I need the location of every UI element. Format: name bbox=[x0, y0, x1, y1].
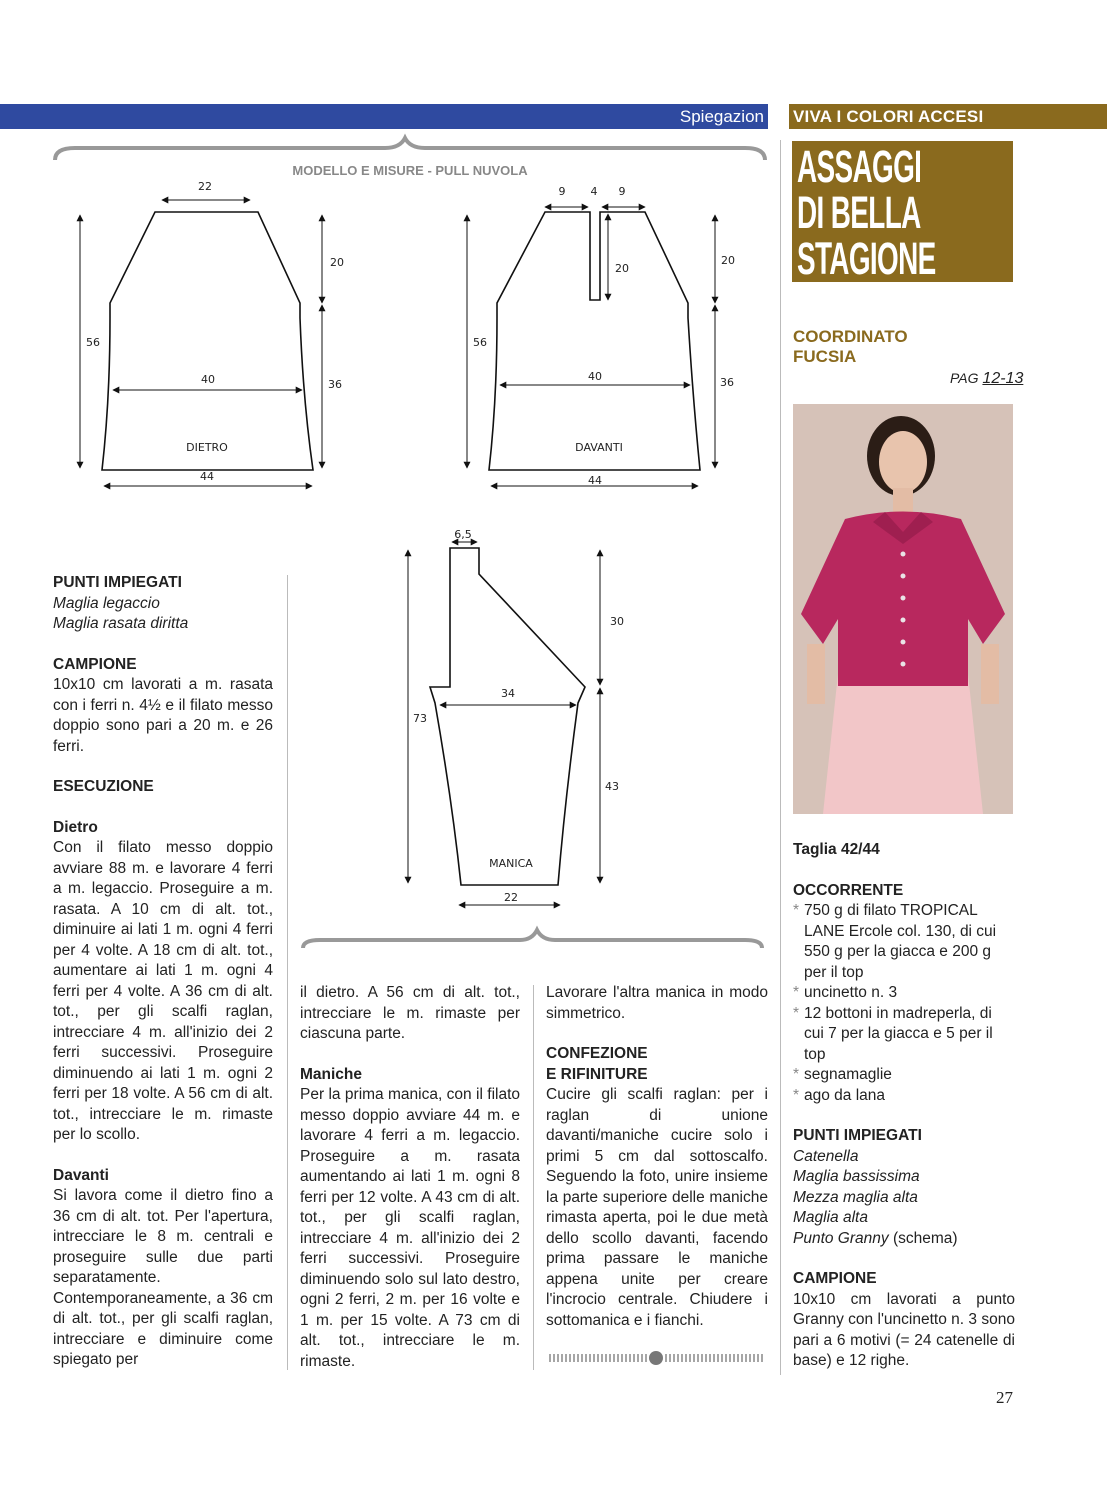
front-neck-left: 9 bbox=[558, 185, 566, 198]
title-line: DI BELLA bbox=[796, 187, 921, 238]
section-label: Spiegazion bbox=[679, 107, 764, 126]
back-bottom-width: 44 bbox=[200, 470, 214, 483]
subsection-heading: Maniche bbox=[300, 1065, 363, 1083]
sleeve-width: 34 bbox=[501, 687, 515, 700]
stitch-item: Maglia alta bbox=[793, 1209, 868, 1226]
subtitle-line: FUCSIA bbox=[793, 347, 857, 366]
subtitle-line: COORDINATO bbox=[793, 327, 908, 346]
list-item: * 12 bottoni in madreperla, di cui 7 per la giacca e 5 per il top bbox=[793, 1004, 1015, 1066]
sleeve-upper-height: 30 bbox=[610, 615, 624, 628]
back-total-height: 56 bbox=[86, 336, 100, 349]
section-heading: PUNTI IMPIEGATI bbox=[793, 1127, 922, 1144]
column-divider bbox=[533, 985, 534, 1370]
front-bottom-width: 44 bbox=[588, 474, 602, 487]
decorative-divider bbox=[548, 1350, 768, 1366]
text-column-3 bbox=[546, 983, 768, 1331]
paragraph: Lavorare l'altra manica in modo simmetrico. bbox=[546, 984, 768, 1022]
back-lower-height: 36 bbox=[328, 378, 342, 391]
back-mid-width: 40 bbox=[201, 373, 215, 386]
back-label: DIETRO bbox=[186, 441, 228, 454]
front-slit-length: 20 bbox=[615, 262, 629, 275]
subsection-heading: Davanti bbox=[53, 1166, 109, 1184]
section-heading: CONFEZIONE bbox=[546, 1045, 648, 1062]
section-heading: OCCORRENTE bbox=[793, 881, 904, 899]
paragraph: il dietro. A 56 cm di alt. tot., intrecciare le m. rimaste per ciascuna parte. bbox=[300, 984, 520, 1042]
paragraph: 10x10 cm lavorati a punto Granny con l'uncinetto n. 3 sono pari a 6 motivi (= 24 catenelle di base) e 12 righe. bbox=[793, 1290, 1015, 1369]
front-neck-center: 4 bbox=[590, 185, 598, 198]
section-heading: CAMPIONE bbox=[793, 1270, 877, 1287]
text-column-2 bbox=[300, 983, 520, 1372]
size-label: Taglia 42/44 bbox=[793, 841, 880, 858]
bracket-top bbox=[55, 138, 765, 160]
text-column-1 bbox=[53, 573, 273, 1371]
front-neck-right: 9 bbox=[618, 185, 626, 198]
front-upper-height: 20 bbox=[721, 254, 735, 267]
section-heading: PUNTI IMPIEGATI bbox=[53, 574, 182, 591]
sleeve-lower-height: 43 bbox=[605, 780, 619, 793]
page-number: 27 bbox=[996, 1388, 1013, 1407]
back-piece bbox=[102, 212, 313, 470]
paragraph: Con il filato messo doppio avviare 88 m. e lavorare 4 ferri a m. legaccio. Proseguire a m. rasata. A 10 cm di alt. tot., diminuire ai lati 1 m. ogni 4 ferri per 4 volte. A 18 cm di alt. tot., aumentare ai lati 1 m. ogni 4 ferri per 4 volte. A 36 cm di alt. tot., per gli scalfi raglan, intrecciare 4 m. all'inizio dei 2 ferri successivi. Proseguire diminuendo ai lati 1 m. ogni 2 ferri per 18 volte. A 56 cm di alt. tot., intrecciare le m. rimaste per lo scollo. bbox=[53, 839, 273, 1143]
sleeve-total-height: 73 bbox=[413, 712, 427, 725]
bracket-bottom bbox=[303, 930, 762, 948]
stitch-item: Mezza maglia alta bbox=[793, 1188, 918, 1206]
front-lower-height: 36 bbox=[720, 376, 734, 389]
page-ref-pages: 12-13 bbox=[982, 370, 1024, 387]
materials-list bbox=[793, 901, 1015, 1106]
back-top-width: 22 bbox=[198, 180, 212, 193]
list-item: * 750 g di filato TROPICAL LANE Ercole col. 130, di cui 550 g per la giacca e 200 g per il top bbox=[793, 901, 1015, 983]
diagram-header: MODELLO E MISURE - PULL NUVOLA bbox=[292, 163, 528, 178]
article-title bbox=[792, 141, 1013, 282]
front-label: DAVANTI bbox=[575, 441, 623, 454]
sleeve-top-width: 6,5 bbox=[454, 528, 472, 541]
text-column-4 bbox=[793, 840, 1015, 1372]
section-heading: E RIFINITURE bbox=[546, 1065, 648, 1083]
column-divider bbox=[287, 575, 288, 1370]
stitch-note: (schema) bbox=[888, 1229, 958, 1247]
front-piece bbox=[489, 212, 700, 470]
back-upper-height: 20 bbox=[330, 256, 344, 269]
title-line: STAGIONE bbox=[796, 233, 936, 284]
section-bar bbox=[0, 104, 768, 129]
front-mid-width: 40 bbox=[588, 370, 602, 383]
list-item: * ago da lana bbox=[793, 1086, 1015, 1107]
sleeve-bottom-width: 22 bbox=[504, 891, 518, 904]
model-photo bbox=[793, 404, 1013, 814]
list-item: * uncinetto n. 3 bbox=[793, 983, 1015, 1004]
sidebar-subtitle bbox=[793, 327, 908, 367]
stitch-item bbox=[793, 1229, 1015, 1250]
subsection-heading: Dietro bbox=[53, 818, 98, 836]
title-line: ASSAGGI bbox=[796, 141, 922, 192]
sleeve-label: MANICA bbox=[489, 857, 533, 870]
stitch-item: Catenella bbox=[793, 1147, 859, 1165]
stitch-item: Maglia bassissima bbox=[793, 1168, 920, 1185]
paragraph: Per la prima manica, con il filato messo doppio avviare 44 m. e lavorare 4 ferri a m. legaccio. Proseguire a m. rasata aumentando ai lati 1 m. ogni 8 ferri per 12 volte. A 43 cm di alt. tot., per gli scalfi raglan, intrecciare 4 m. all'inizio dei 2 ferri successivi. Proseguire diminuendo solo sul lato destro, ogni 2 ferri, 2 m. per 16 volte e 1 m. per 15 volte. A 73 cm di alt. tot., intrecciare le m. rimaste. bbox=[300, 1086, 520, 1370]
section-heading: CAMPIONE bbox=[53, 655, 137, 673]
front-total-height: 56 bbox=[473, 336, 487, 349]
stitch-item: Maglia rasata diritta bbox=[53, 615, 189, 632]
paragraph: Si lavora come il dietro fino a 36 cm di alt. tot. Per l'apertura, intrecciare le 8 m. centrali e proseguire sulle due parti separatamente. Contemporaneamente, a 36 cm di alt. tot., per gli scalfi raglan, intrecciare e diminuire come spiegato per bbox=[53, 1187, 273, 1368]
section-heading: ESECUZIONE bbox=[53, 778, 154, 795]
paragraph: Cucire gli scalfi raglan: per i raglan di unione davanti/maniche cucire solo i primi 5 cm dal sottoscalfo. Seguendo la foto, unire insieme la parte superiore delle maniche rimasta aperta, poi le due metà dello scollo davanti, facendo prima passare le maniche appena unite per creare l'incrocio centrale. Chiudere i sottomanica e i fianchi. bbox=[546, 1086, 768, 1329]
page-reference bbox=[950, 370, 1023, 388]
rubric-label: VIVA I COLORI ACCESI bbox=[793, 107, 984, 126]
list-item: * segnamaglie bbox=[793, 1065, 1015, 1086]
page-ref-prefix: PAG bbox=[950, 370, 979, 386]
stitch-item: Maglia legaccio bbox=[53, 594, 160, 612]
rubric-bar bbox=[789, 104, 1107, 129]
sleeve-piece bbox=[430, 548, 585, 885]
column-divider bbox=[780, 140, 781, 1375]
paragraph: 10x10 cm lavorati a m. rasata con i ferri n. 4½ e il filato messo doppio sono pari a 20 m. e 26 ferri. bbox=[53, 676, 273, 755]
stitch-name: Punto Granny bbox=[793, 1229, 889, 1247]
